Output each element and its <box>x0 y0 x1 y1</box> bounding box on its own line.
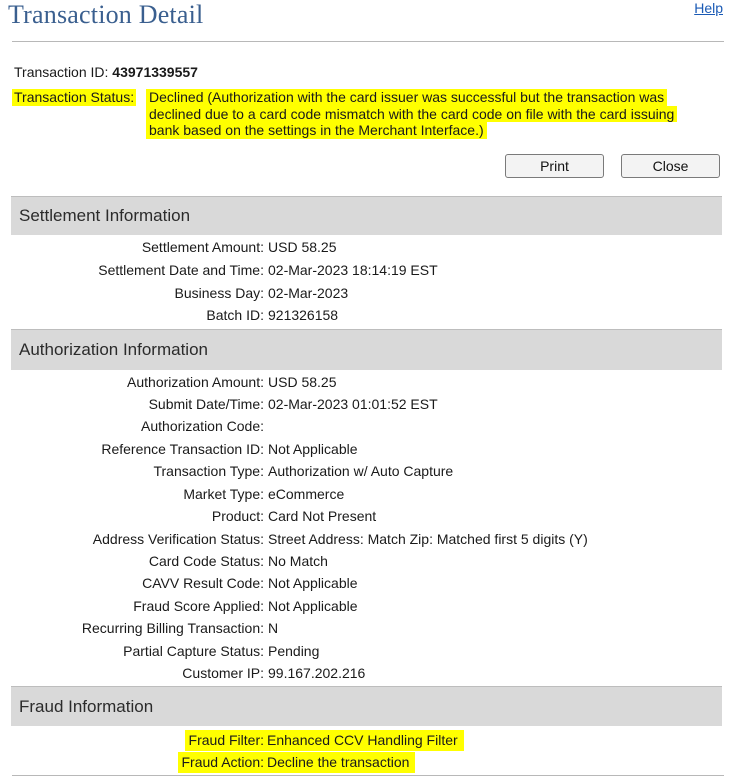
field-label: Reference Transaction ID: <box>101 441 264 457</box>
detail-row <box>0 550 731 572</box>
field-label: Authorization Amount: <box>127 374 264 390</box>
print-button[interactable]: Print <box>505 154 604 178</box>
field-label: Fraud Score Applied: <box>133 598 264 614</box>
transaction-id <box>14 64 198 80</box>
transaction-id-label: Transaction ID: <box>14 64 109 80</box>
settlement-section-header: Settlement Information <box>11 196 722 235</box>
field-label: Partial Capture Status: <box>123 643 264 659</box>
field-value: Card Not Present <box>268 508 377 524</box>
detail-row <box>0 595 731 617</box>
detail-row <box>0 483 731 505</box>
detail-row <box>0 438 731 460</box>
field-value: N <box>268 620 279 636</box>
detail-row <box>0 304 731 326</box>
field-value: Authorization w/ Auto Capture <box>268 463 454 479</box>
detail-row <box>0 662 731 684</box>
field-label: Address Verification Status: <box>92 531 264 547</box>
field-value: 02-Mar-2023 18:14:19 EST <box>268 262 438 278</box>
field-value: Not Applicable <box>268 441 358 457</box>
field-value: No Match <box>268 553 328 569</box>
field-label: Authorization Code: <box>141 418 264 434</box>
transaction-status-label: Transaction Status: <box>14 89 135 105</box>
field-label: Business Day: <box>174 285 264 301</box>
field-value: Not Applicable <box>268 575 358 591</box>
bottom-divider <box>12 775 724 776</box>
field-label: Fraud Filter: <box>185 730 266 751</box>
field-value: 02-Mar-2023 01:01:52 EST <box>268 396 438 412</box>
detail-row <box>0 528 731 550</box>
detail-row <box>0 282 731 304</box>
detail-row <box>0 572 731 594</box>
field-label: Transaction Type: <box>153 463 264 479</box>
field-value: Decline the transaction <box>265 752 415 773</box>
status-line: Declined (Authorization with the card issuer was successful but the transaction was <box>146 89 667 106</box>
transaction-status-text <box>146 89 710 139</box>
field-value: USD 58.25 <box>268 374 337 390</box>
detail-row <box>0 640 731 662</box>
help-link[interactable]: Help <box>694 0 723 16</box>
field-value: Street Address: Match Zip: Matched first 5 digits (Y) <box>268 531 588 547</box>
field-label: Settlement Amount: <box>141 239 264 255</box>
field-value: Not Applicable <box>268 598 358 614</box>
close-button[interactable]: Close <box>621 154 720 178</box>
detail-row <box>0 259 731 281</box>
detail-row <box>0 505 731 527</box>
field-label: Card Code Status: <box>148 553 264 569</box>
fraud-section-header: Fraud Information <box>11 686 722 726</box>
field-value: USD 58.25 <box>268 239 337 255</box>
field-label: CAVV Result Code: <box>142 575 264 591</box>
field-value: eCommerce <box>268 486 345 502</box>
fraud-action-row <box>0 752 731 773</box>
field-label: Fraud Action: <box>178 752 267 773</box>
field-value: Enhanced CCV Handling Filter <box>265 730 464 751</box>
status-line: bank based on the settings in the Merchant Interface.) <box>146 122 487 139</box>
field-label: Customer IP: <box>182 665 264 681</box>
transaction-id-value: 43971339557 <box>112 64 198 80</box>
detail-row <box>0 371 731 393</box>
page-title: Transaction Detail <box>8 0 204 29</box>
title-divider <box>12 41 724 42</box>
field-value: 02-Mar-2023 <box>268 285 349 301</box>
detail-row <box>0 617 731 639</box>
status-line: declined due to a card code mismatch with the card code on file with the card issuing <box>146 106 677 123</box>
authorization-section-header: Authorization Information <box>11 329 722 370</box>
field-label: Batch ID: <box>206 307 264 323</box>
detail-row <box>0 236 731 258</box>
detail-row <box>0 460 731 482</box>
field-value: Pending <box>268 643 320 659</box>
field-label: Recurring Billing Transaction: <box>81 620 264 636</box>
field-label: Submit Date/Time: <box>148 396 264 412</box>
field-label: Settlement Date and Time: <box>98 262 264 278</box>
fraud-filter-row <box>0 730 731 751</box>
field-label: Product: <box>211 508 264 524</box>
field-value: 99.167.202.216 <box>268 665 366 681</box>
field-label: Market Type: <box>183 486 264 502</box>
detail-row <box>0 415 731 437</box>
detail-row <box>0 393 731 415</box>
field-value: 921326158 <box>268 307 339 323</box>
